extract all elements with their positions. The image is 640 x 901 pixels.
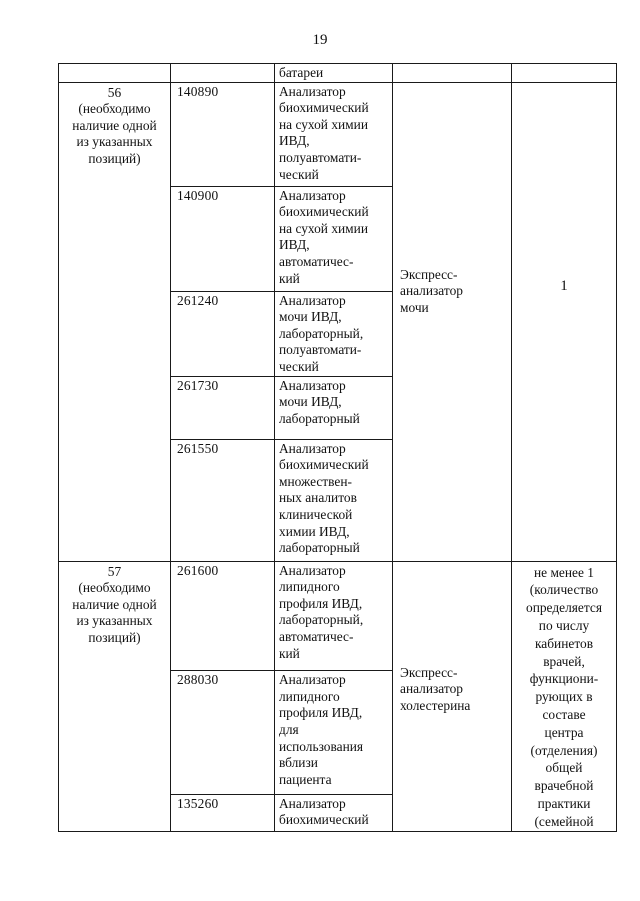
table-cell [512,64,617,83]
table-cell [393,64,512,83]
equipment-table [58,63,617,832]
equipment-cell: Экспресс- анализатор холестерина [393,561,512,831]
position-cell-56 [59,82,171,561]
table-row-continuation [59,64,617,83]
position-cell-57 [59,561,171,831]
table-cell [171,64,275,83]
name-cell: Анализатор биохимический на сухой химии ИВД, автоматичес- кий [275,186,393,291]
name-cell: Анализатор биохимический множествен- ных аналитов клинической химии ИВД, лабораторный [275,439,393,561]
code-cell: 135260 [171,794,275,831]
cell-text: батареи [279,65,324,80]
page-number: 19 [312,32,328,48]
code-cell: 288030 [171,671,275,794]
position-text: 56 (необходимо наличие одной из указанных позиций) [72,84,157,166]
code-cell: 140900 [171,186,275,291]
code-cell: 261600 [171,561,275,671]
quantity-cell: 1 [512,82,617,561]
name-cell: Анализатор липидного профиля ИВД, для использования вблизи пациента [275,671,393,794]
table-cell [275,64,393,83]
table-row [59,561,617,671]
name-cell: Анализатор биохимический на сухой химии ИВД, полуавтомати- ческий [275,82,393,186]
code-cell: 261240 [171,291,275,376]
quantity-cell: не менее 1 (количество определяется по числу кабинетов врачей, функциони- рующих в составе центра (отделения) общей врачебной практики (семейной [512,561,617,831]
name-cell: Анализатор биохимический [275,794,393,831]
table-row [59,82,617,186]
code-cell: 261730 [171,376,275,439]
position-text: 57 (необходимо наличие одной из указанных позиций) [72,563,157,645]
code-cell: 261550 [171,439,275,561]
code-cell: 140890 [171,82,275,186]
name-cell: Анализатор мочи ИВД, лабораторный, полуавтомати- ческий [275,291,393,376]
table-cell [59,64,171,83]
equipment-cell: Экспресс- анализатор мочи [393,82,512,561]
name-cell: Анализатор мочи ИВД, лабораторный [275,376,393,439]
name-cell: Анализатор липидного профиля ИВД, лабораторный, автоматичес- кий [275,561,393,671]
